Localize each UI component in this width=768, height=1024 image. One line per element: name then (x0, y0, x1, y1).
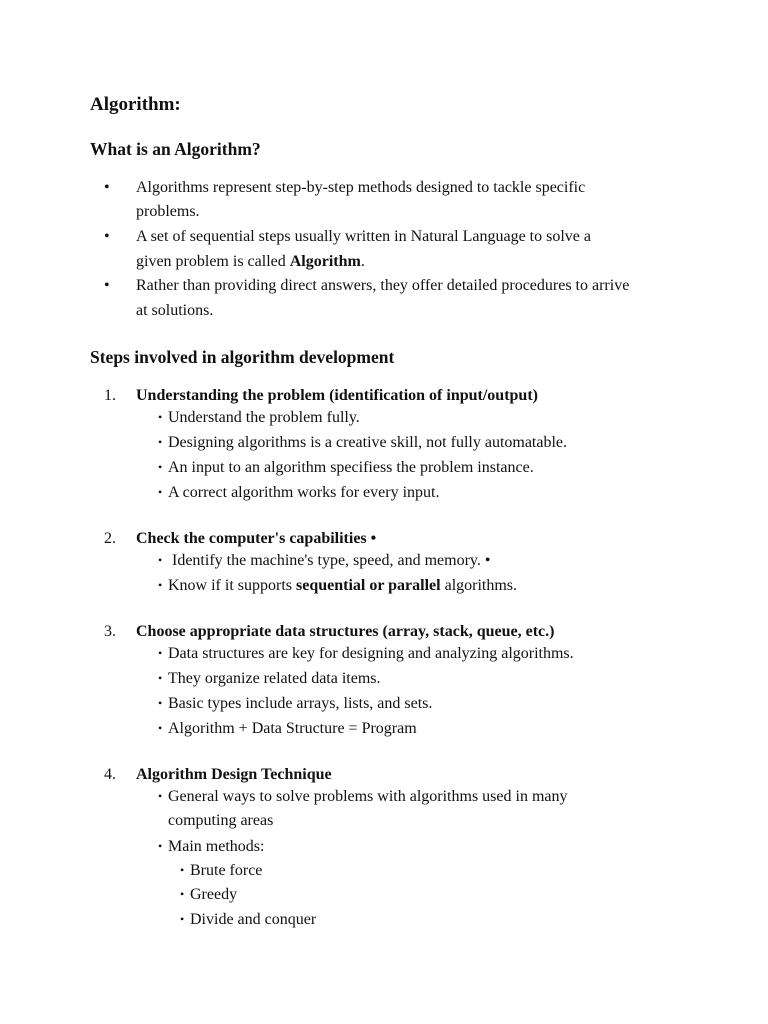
sequential-parallel-bold: sequential or parallel (296, 577, 441, 594)
step-number: 4. (104, 766, 116, 783)
list-item: • An input to an algorithm specifiess the problem instance. (158, 459, 534, 476)
list-item: • Identify the machine's type, speed, and memory. • (158, 552, 491, 569)
intro-bullet-2-line-1: A set of sequential steps usually written in Natural Language to solve a (136, 228, 591, 245)
intro-bullet-2-line-2: given problem is called Algorithm. (136, 253, 365, 270)
method-item: • Brute force (180, 862, 263, 879)
list-item: • Algorithm + Data Structure = Program (158, 720, 417, 737)
bullet-marker: • (104, 277, 110, 294)
list-item: • They organize related data items. (158, 670, 381, 687)
bullet-marker: • (104, 179, 110, 196)
algorithm-bold-term: Algorithm (289, 253, 361, 270)
list-item: • Know if it supports sequential or parallel algorithms. (158, 577, 518, 594)
list-item: • Basic types include arrays, lists, and sets. (158, 695, 433, 712)
list-item: • Understand the problem fully. (158, 409, 360, 426)
step-number: 1. (104, 387, 116, 404)
step-number: 2. (104, 530, 116, 547)
list-item: • Data structures are key for designing and analyzing algorithms. (158, 645, 574, 662)
bullet-marker: • (104, 228, 110, 245)
section-heading-steps: Steps involved in algorithm development (90, 347, 395, 367)
step-4-title: Algorithm Design Technique (136, 766, 332, 783)
list-item: • General ways to solve problems with algorithms used in many (158, 788, 568, 805)
step-3-title: Choose appropriate data structures (array, stack, queue, etc.) (136, 623, 555, 640)
list-item-continuation: computing areas (168, 812, 274, 829)
step-number: 3. (104, 623, 116, 640)
step-2-title: Check the computer's capabilities • (136, 530, 377, 547)
intro-bullet-3-line-1: Rather than providing direct answers, they offer detailed procedures to arrive (136, 277, 630, 294)
intro-bullet-1-line-2: problems. (136, 203, 200, 220)
list-item: • A correct algorithm works for every input. (158, 484, 440, 501)
intro-bullet-3-line-2: at solutions. (136, 302, 214, 319)
intro-bullet-1-line-1: Algorithms represent step-by-step methods designed to tackle specific (136, 179, 586, 196)
method-item: • Greedy (180, 886, 238, 903)
list-item: • Designing algorithms is a creative skill, not fully automatable. (158, 434, 568, 451)
method-item: • Divide and conquer (180, 911, 317, 928)
section-heading-what: What is an Algorithm? (90, 139, 261, 159)
document-title: Algorithm: (90, 94, 181, 115)
list-item: • Main methods: (158, 838, 265, 855)
step-1-title: Understanding the problem (identification of input/output) (136, 387, 538, 404)
